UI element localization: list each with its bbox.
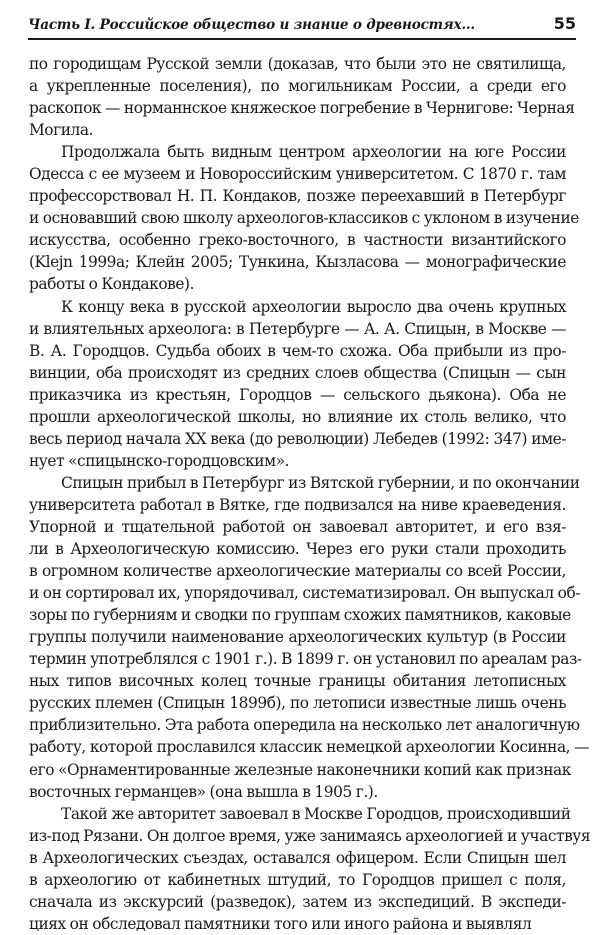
text-line: в огромном количестве археологические материалы со всей России,	[29, 562, 566, 581]
text-line: раскопок — норманнское княжеское погребение в Чернигове: Черная	[29, 99, 575, 118]
text-line: университета работал в Вятке, где подвизался на ниве краеведения.	[29, 495, 566, 514]
text-line: В. А. Городцов. Судьба обоих в чем-то схожа. Оба прибыли из про-	[29, 341, 566, 360]
text-line: зоры по губерниям и сводки по группам схожих памятников, каковые	[29, 606, 571, 625]
text-line: прошли археологической школы, но влияние их столь велико, что	[29, 407, 566, 426]
paragraph	[29, 296, 566, 472]
text-line: винции, оба происходят из средних слоев общества (Спицын — сын	[29, 363, 566, 382]
running-header	[28, 14, 576, 40]
text-line: Одесса с ее музеем и Новороссийским университетом. С 1870 г. там	[29, 165, 566, 184]
text-line: русских племен (Спицын 1899б), по летописи известные лишь очень	[29, 694, 566, 713]
text-line: Могила.	[29, 121, 94, 140]
text-line: сначала из экскурсий (разведок), затем из экспедиций. В экспеди-	[29, 892, 566, 911]
paragraph	[29, 141, 579, 295]
text-line: приблизительно. Эта работа опередила на несколько лет аналогичную	[29, 716, 580, 735]
text-line: Продолжала быть видным центром археологии на юге России	[61, 143, 566, 162]
text-line: Спицын прибыл в Петербург из Вятской губернии, и по окончании	[61, 473, 580, 492]
text-line: циях он обследовал памятники того или иного района и выявлял	[29, 914, 532, 933]
text-line: нует «спицынско-городцовским».	[29, 451, 290, 470]
text-line: в археологию от кабинетных штудий, то Городцов пришел с поля,	[29, 870, 566, 889]
text-line: искусства, особенно греко-восточного, в частности византийского	[29, 231, 566, 250]
text-line: восточных германцев» (она вышла в 1905 г.).	[29, 782, 378, 801]
text-line: по городищам Русской земли (доказав, что были это не святилища,	[29, 55, 566, 73]
text-line: приказчика из крестьян, Городцов — сельского дьякона). Оба не	[29, 385, 566, 404]
text-line: и основавший свою школу археологов-классиков с уклоном в изучение	[29, 209, 579, 228]
text-line: ли в Археологическую комиссию. Через его руки стали проходить	[29, 540, 566, 559]
paragraph	[29, 472, 589, 803]
paragraph	[29, 803, 591, 935]
text-line: термин употреблялся с 1901 г.). В 1899 г. он установил по ареалам раз-	[29, 650, 582, 669]
text-line: Такой же авторитет завоевал в Москве Городцов, происходивший	[61, 804, 571, 823]
running-title: Часть I. Российское общество и знание о древностях...	[28, 17, 475, 33]
text-line: из-под Рязани. Он долгое время, уже занимаясь археологией и участвуя	[29, 826, 591, 845]
text-line: Упорной и тщательной работой он завоевал авторитет, и его взя-	[29, 517, 566, 536]
text-line: а укрепленные поселения), по могильникам России, а среди его	[29, 77, 566, 96]
text-line: весь период начала XX века (до революции) Лебедев (1992: 347) име-	[29, 429, 566, 448]
text-line: профессорствовал Н. П. Кондаков, позже переехавший в Петербург	[29, 187, 566, 206]
text-line: (Klejn 1999a; Клейн 2005; Тункина, Кызласова — монографические	[29, 253, 566, 272]
body-text	[29, 53, 591, 935]
text-line: его «Орнаментированные железные наконечники копий как признак	[29, 760, 571, 779]
text-line: группы получили наименование археологических культур (в России	[29, 628, 566, 647]
text-line: и влиятельных археолога: в Петербурге — А. А. Спицын, в Москве —	[29, 319, 566, 338]
paragraph	[29, 53, 575, 141]
text-line: работы о Кондакове).	[29, 275, 195, 294]
text-line: и он сортировал их, упорядочивал, систематизировал. Он выпускал об-	[29, 584, 581, 603]
text-line: К концу века в русской археологии выросло два очень крупных	[61, 297, 566, 316]
page-number: 55	[553, 14, 576, 33]
text-line: работу, которой прославился классик немецкой археологии Косинна, —	[29, 738, 589, 757]
text-line: ных типов височных колец точные границы обитания летописных	[29, 672, 566, 691]
text-line: в Археологических съездах, оставался офицером. Если Спицын шел	[29, 848, 566, 867]
